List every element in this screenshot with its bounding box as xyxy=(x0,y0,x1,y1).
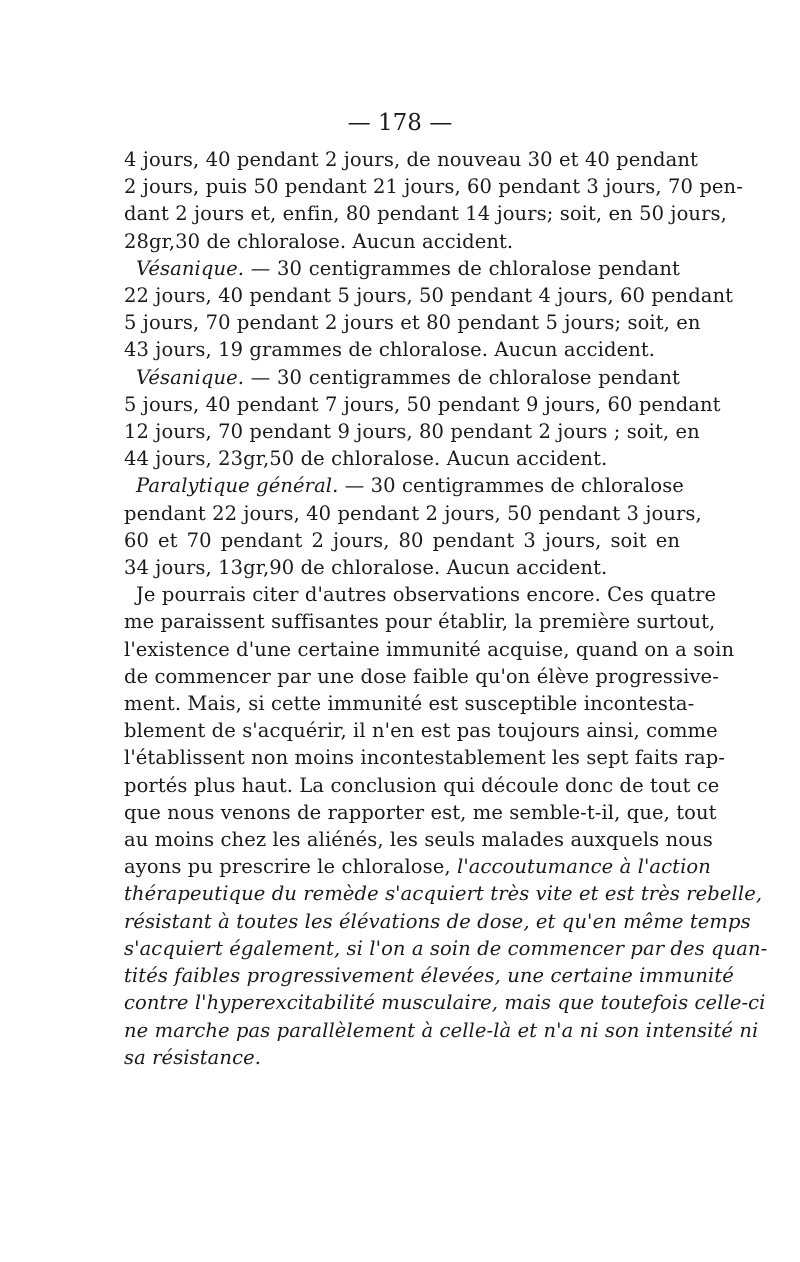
case-label: Paralytique général. xyxy=(136,474,339,498)
text-line xyxy=(124,364,680,391)
emphasis-text: ne marche pas parallèlement à celle-là et n'a ni son intensité ni xyxy=(124,1018,759,1042)
line-text: — 30 centigrammes de chloralose xyxy=(338,474,684,498)
line-text: 60 et 70 pendant 2 jours, 80 pendant 3 jours, soit en xyxy=(124,528,680,552)
text-line xyxy=(124,717,718,744)
text-line xyxy=(124,146,698,173)
line-text: l'existence d'une certaine immunité acquise, quand on a soin xyxy=(124,637,735,661)
text-line xyxy=(124,527,680,554)
text-line xyxy=(124,744,726,771)
line-text: 2 jours, puis 50 pendant 21 jours, 60 pendant 3 jours, 70 pen- xyxy=(124,175,743,199)
text-line xyxy=(124,255,680,282)
text-line xyxy=(124,608,716,635)
line-text: — 30 centigrammes de chloralose pendant xyxy=(244,256,680,280)
text-line xyxy=(124,989,766,1016)
line-text: de commencer par une dose faible qu'on élève progressive- xyxy=(124,664,719,688)
emphasis-text: thérapeutique du remède s'acquiert très vite et est très rebelle, xyxy=(124,882,763,906)
text-line xyxy=(124,445,680,472)
case-label: Vésanique. xyxy=(136,365,245,389)
text-line xyxy=(124,772,720,799)
text-line xyxy=(124,336,680,363)
text-line xyxy=(124,799,717,826)
emphasis-text: sa résistance. xyxy=(124,1045,262,1069)
line-text: me paraissent suffisantes pour établir, la première surtout, xyxy=(124,610,716,634)
line-text: 12 jours, 70 pendant 9 jours, 80 pendant 2 jours ; soit, en xyxy=(124,420,700,444)
line-text: dant 2 jours et, enfin, 80 pendant 14 jours; soit, en 50 jours, xyxy=(124,202,727,226)
line-text: ayons pu prescrire le chloralose, xyxy=(124,855,457,879)
text-line xyxy=(124,309,701,336)
text-line xyxy=(124,228,680,255)
text-line xyxy=(124,935,768,962)
text-line xyxy=(124,173,743,200)
line-text: l'établissent non moins incontestablement les sept faits rap- xyxy=(124,746,726,770)
text-line xyxy=(124,554,680,581)
line-text: 34 jours, 13gr,90 de chloralose. Aucun accident. xyxy=(124,556,608,580)
line-text: au moins chez les aliénés, les seuls malades auxquels nous xyxy=(124,828,713,852)
emphasis-text: résistant à toutes les élévations de dose, et qu'en même temps xyxy=(124,909,751,933)
emphasis-text: s'acquiert également, si l'on a soin de commencer par des quan- xyxy=(124,936,768,960)
text-line xyxy=(124,1017,759,1044)
text-line xyxy=(124,282,734,309)
line-text: blement de s'acquérir, il n'en est pas toujours ainsi, comme xyxy=(124,719,718,743)
text-line xyxy=(124,472,684,499)
text-line xyxy=(124,690,695,717)
line-text: 5 jours, 70 pendant 2 jours et 80 pendant 5 jours; soit, en xyxy=(124,311,701,335)
line-text: 43 jours, 19 grammes de chloralose. Aucun accident. xyxy=(124,338,656,362)
text-line xyxy=(124,200,727,227)
text-line xyxy=(124,581,717,608)
line-text: que nous venons de rapporter est, me semble-t-il, que, tout xyxy=(124,800,717,824)
page-body-text xyxy=(124,146,768,1071)
text-line xyxy=(124,663,719,690)
line-text: — 30 centigrammes de chloralose pendant xyxy=(244,365,680,389)
line-text: portés plus haut. La conclusion qui découle donc de tout ce xyxy=(124,773,720,797)
text-line xyxy=(124,826,713,853)
text-line xyxy=(124,962,734,989)
text-line xyxy=(124,908,751,935)
emphasis-text: contre l'hyperexcitabilité musculaire, mais que toutefois celle-ci xyxy=(124,991,766,1015)
page-number: — 178 — xyxy=(347,110,453,136)
line-text: 5 jours, 40 pendant 7 jours, 50 pendant 9 jours, 60 pendant xyxy=(124,392,721,416)
emphasis-text: l'accoutumance à l'action xyxy=(456,855,711,879)
line-text: Je pourrais citer d'autres observations encore. Ces quatre xyxy=(136,583,717,607)
text-line xyxy=(124,500,702,527)
text-line xyxy=(124,391,721,418)
text-line xyxy=(124,880,763,907)
emphasis-text: tités faibles progressivement élevées, une certaine immunité xyxy=(124,964,734,988)
text-line xyxy=(124,636,735,663)
line-text: 22 jours, 40 pendant 5 jours, 50 pendant 4 jours, 60 pendant xyxy=(124,284,734,308)
line-text: ment. Mais, si cette immunité est susceptible incontesta- xyxy=(124,692,695,716)
case-label: Vésanique. xyxy=(136,256,245,280)
line-text: 4 jours, 40 pendant 2 jours, de nouveau 30 et 40 pendant xyxy=(124,148,698,171)
text-line xyxy=(124,1044,680,1071)
text-line xyxy=(124,853,711,880)
line-text: 28gr,30 de chloralose. Aucun accident. xyxy=(124,229,514,253)
line-text: pendant 22 jours, 40 pendant 2 jours, 50 pendant 3 jours, xyxy=(124,501,702,525)
line-text: 44 jours, 23gr,50 de chloralose. Aucun accident. xyxy=(124,447,608,471)
text-line xyxy=(124,418,700,445)
